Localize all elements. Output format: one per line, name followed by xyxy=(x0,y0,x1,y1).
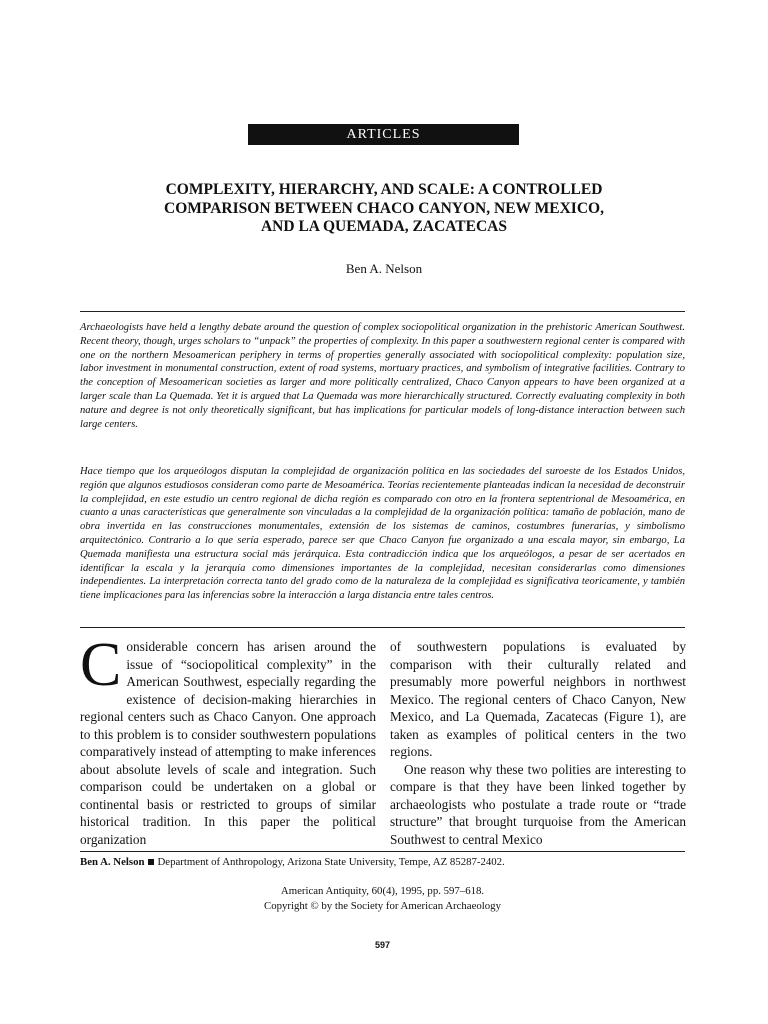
journal-info xyxy=(80,884,685,913)
affiliation-author: Ben A. Nelson xyxy=(80,856,145,868)
body-paragraph xyxy=(80,631,376,848)
abstract-english: Archaeologists have held a lengthy debate around the question of complex sociopolitical organization in the prehistoric American Southwest. Recent theory, though, urges scholars to “unpack” the properties of complexity. In this paper a southwestern regional center is compared with one on the northern Mesoamerican periphery in terms of properties generally associated with sociopolitical complexity: population size, labor investment in monumental construction, extent of road systems, mortuary practices, and symbolism of integrative facilities. Contrary to the conception of Mesoamerican societies as larger and more politically centralized, Chaco Canyon appears to have been organized at a larger scale than La Quemada. Yet it is argued that La Quemada was more hierarchically structured. Correctly evaluating complexity in both nature and degree is not only theoretically significant, but has implications for particular models of long-distance interaction between such large centers. xyxy=(80,322,685,430)
body-paragraph: of southwestern populations is evaluated by comparison with their culturally related and presumably more powerful neighbors in northwest Mexico. The regional centers of Chaco Canyon, New Mexico, and La Quemada, Zacatecas (Figure 1), are taken as examples of political centers in the two regions. xyxy=(390,639,686,759)
square-bullet-icon xyxy=(148,859,154,865)
section-banner xyxy=(248,124,519,145)
journal-citation: American Antiquity, 60(4), 1995, pp. 597–618. xyxy=(280,885,485,897)
title-line: AND LA QUEMADA, ZACATECAS xyxy=(260,218,507,235)
author-affiliation xyxy=(80,856,685,868)
body-column-left xyxy=(80,631,376,848)
article-title xyxy=(80,181,688,237)
divider-abstract xyxy=(80,627,685,628)
affiliation-text: Department of Anthropology, Arizona State University, Tempe, AZ 85287-2402. xyxy=(157,856,505,868)
title-line: COMPLEXITY, HIERARCHY, AND SCALE: A CONTROLLED xyxy=(165,181,603,198)
author-name: Ben A. Nelson xyxy=(345,261,423,276)
divider-top xyxy=(80,311,685,312)
drop-cap: C xyxy=(80,631,122,699)
page-number: 597 xyxy=(374,940,391,950)
body-paragraph: One reason why these two polities are interesting to compare is that they have been linked together by archaeologists who postulate a trade route or “trade structure” that brought turquoise from the American Southwest to central Mexico xyxy=(390,761,686,847)
divider-footnote xyxy=(80,851,685,852)
body-text: onsiderable concern has arisen around the issue of “sociopolitical complexity” in the American Southwest, especially regarding the existence of decision-making hierarchies in regional centers such as Chaco Canyon. One approach to this problem is to consider southwestern populations comparatively instead of attempting to make inferences about absolute levels of scale and integration. Such comparison could be undertaken on a global or continental basis or restricted to groups of similar historical tradition. In this paper the political organization xyxy=(80,639,376,847)
copyright-notice: Copyright © by the Society for American Archaeology xyxy=(264,899,501,912)
body-column-right xyxy=(390,638,686,848)
title-line: COMPARISON BETWEEN CHACO CANYON, NEW MEXICO, xyxy=(164,199,604,217)
abstract-spanish: Hace tiempo que los arqueólogos disputan la complejidad de organización política en las sociedades del suroeste de los Estados Unidos, región que algunos estudiosos consideran como parte de Mesoamérica. Teorías recientemente planteadas indican la necesidad de deconstruir la complejidad, en este estudio un centro regional de dicha región es comparado con otro en la frontera septentrional de Mesoamérica, en cuanto a unas características que generalmente son vinculadas a la complejidad de la organización política: tamaño de población, mano de obra invertida en las construcciones monumentales, extensión de los sistemas de caminos, costumbres funerarias, y simbolismo arquitectónico. Contrario a lo que sería esperado, parece ser que Chaco Canyon fue organizado a una escala mayor, sin embargo, La Quemada manifiesta una estructura social más jerárquica. Esta contradicción indica que los arqueólogos, a pesar de ser acertados en identificar la escala y la jerarquía como dimensiones importantes de la complejidad, necesitan considerarlas como dimensiones independientes. La interpretación correcta tanto del grado como de la naturaleza de la complejidad es significativa teoricamente, y también tiene implicaciones para las inferencias sobre la interacción a larga distancia entre tales centros. xyxy=(80,466,685,602)
section-banner-label: ARTICLES xyxy=(346,126,421,142)
